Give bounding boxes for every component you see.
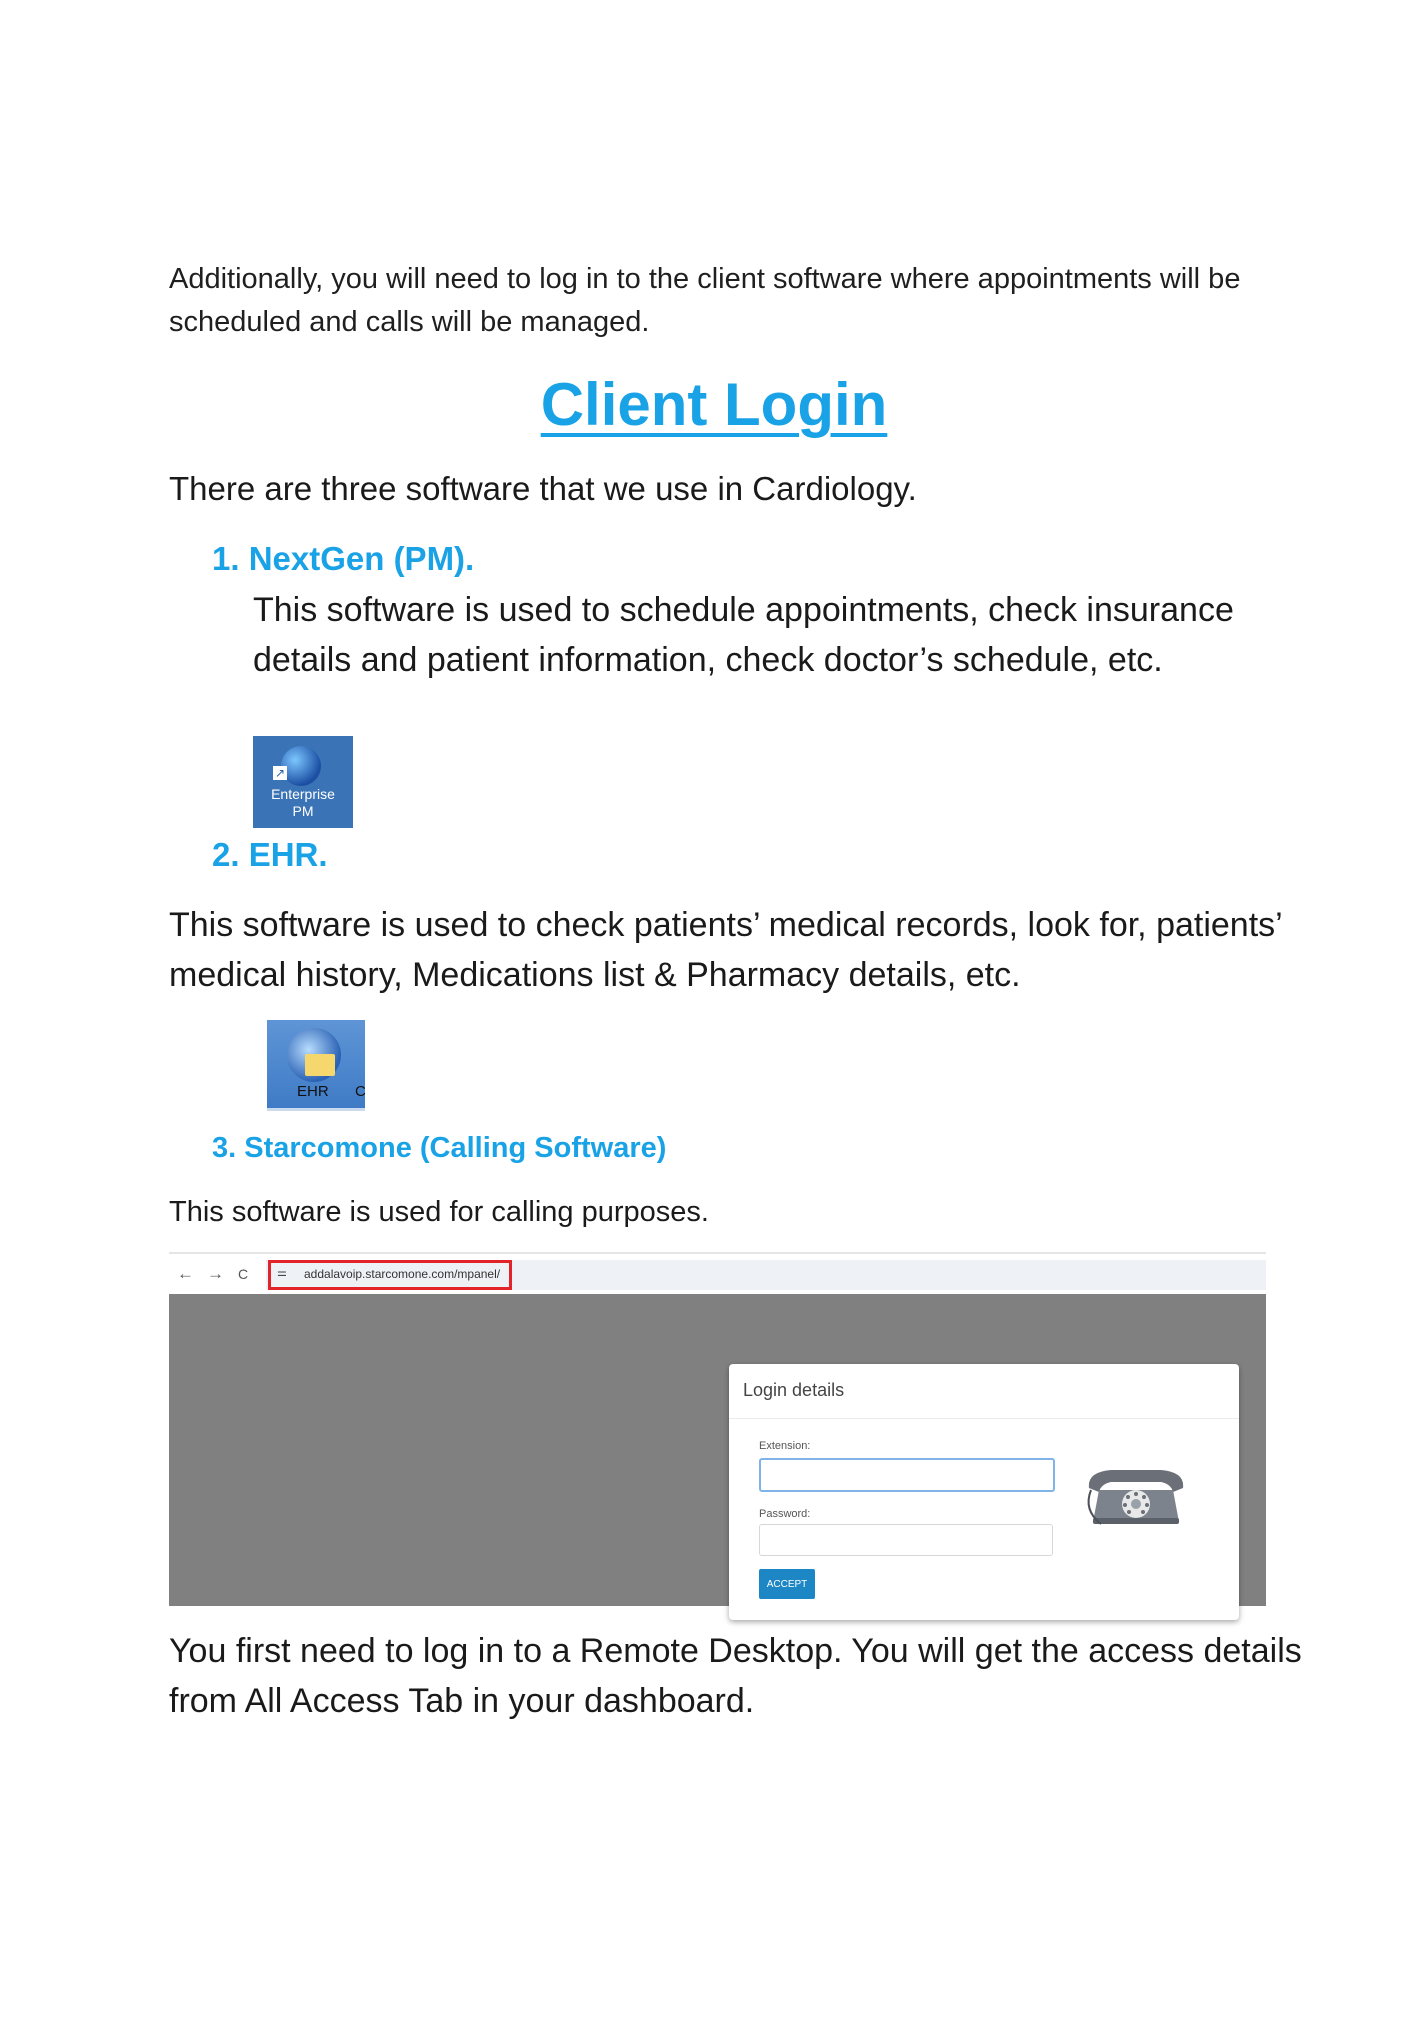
- reload-icon[interactable]: C: [238, 1266, 249, 1282]
- login-panel: [729, 1364, 1239, 1620]
- pm-icon-label-1: Enterprise: [271, 786, 335, 802]
- item-body-ehr: This software is used to check patients’ medical records, look for, patients’ medical history, Medications list & Pharmacy details, etc.: [169, 906, 1282, 994]
- shortcut-arrow-icon: ↗: [274, 766, 286, 780]
- divider: [729, 1418, 1239, 1419]
- item-body-starcomone: This software is used for calling purposes.: [169, 1196, 709, 1228]
- intro-paragraph: Additionally, you will need to log in to the client software where appointments will be scheduled and calls will be managed.: [169, 263, 1241, 338]
- item-heading-nextgen: 1. NextGen (PM).: [212, 540, 475, 577]
- browser-screenshot: [169, 1252, 1266, 1606]
- accept-button[interactable]: ACCEPT: [759, 1569, 815, 1599]
- password-label: Password:: [759, 1508, 811, 1520]
- folder-icon: [305, 1054, 335, 1076]
- footer-paragraph: You first need to log in to a Remote Desktop. You will get the access details from All Access Tab in your dashboard.: [169, 1632, 1302, 1720]
- globe-icon: [281, 746, 321, 786]
- site-settings-icon[interactable]: ⚌: [277, 1267, 287, 1279]
- item-body-nextgen: This software is used to schedule appointments, check insurance details and patient information, check doctor’s schedule, etc.: [253, 591, 1234, 679]
- lead-text: There are three software that we use in Cardiology.: [169, 470, 917, 507]
- pm-icon-label-2: PM: [292, 803, 314, 819]
- telephone-icon: [1081, 1460, 1191, 1530]
- page-background: [169, 1294, 1266, 1606]
- enterprise-pm-icon[interactable]: [253, 736, 353, 828]
- url-highlight-box: [268, 1260, 512, 1290]
- forward-arrow-icon[interactable]: →: [207, 1264, 224, 1283]
- browser-toolbar: [169, 1252, 1266, 1296]
- back-arrow-icon[interactable]: ←: [177, 1264, 194, 1283]
- item-heading-starcomone: 3. Starcomone (Calling Software): [212, 1132, 667, 1164]
- password-input[interactable]: [759, 1524, 1053, 1556]
- login-panel-title: Login details: [743, 1380, 845, 1400]
- ehr-app-icon[interactable]: [267, 1020, 365, 1111]
- ehr-icon-label-cut: C: [355, 1083, 366, 1100]
- item-heading-ehr: 2. EHR.: [212, 836, 328, 873]
- url-text: addalavoip.starcomone.com/mpanel/: [304, 1267, 501, 1281]
- extension-label: Extension:: [759, 1440, 811, 1452]
- page-title: Client Login: [540, 371, 888, 438]
- extension-input[interactable]: [759, 1458, 1055, 1492]
- ehr-icon-label: EHR: [297, 1083, 329, 1100]
